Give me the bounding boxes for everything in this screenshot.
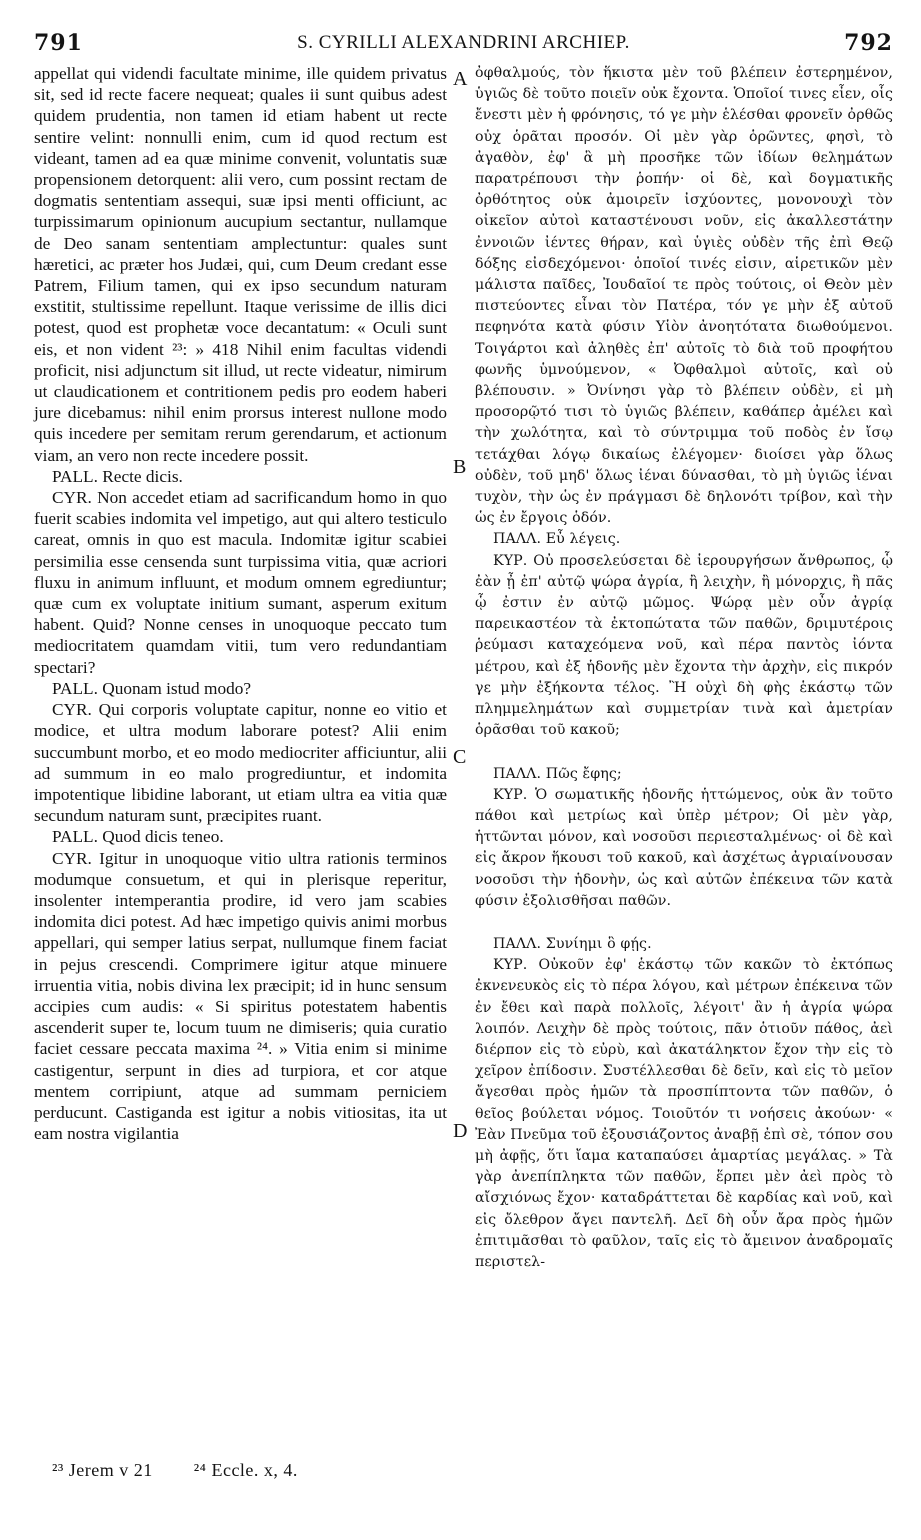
margin-letter-c: C [453, 746, 467, 768]
latin-paragraph: PALL. Recte dicis. [52, 466, 183, 486]
running-title: S. CYRILLI ALEXANDRINI ARCHIEP. [297, 32, 630, 53]
page-number-left: 791 [34, 30, 83, 56]
greek-paragraph: ΠΑΛΛ. Εὖ λέγεις. [493, 531, 621, 548]
margin-letter-b: B [453, 456, 467, 478]
greek-paragraph: ΚΥΡ. Οὐ προσελεύσεται δὲ ἱερουργήσων ἄνθρωπος, ᾧ ἐὰν ᾖ ἐπ' αὐτῷ ψώρα ἀγρία, ἢ λειχὴν, ἢ μόνορχις, ἢ πᾶς ᾧ ἐστιν ἐν αὐτῷ μῶμος. Ψώρᾳ μὲν οὖν ἀγρίᾳ παρεικαστέον τὰ ἐκτοπώτατα τῶν παθῶν, δριμυτέροις ῥεύμασι καταχεόμενα νοῦ, καὶ πέρα παντὸς ἰόντα μέτρου, καὶ ἐξ ἡδονῆς μὲν ἔχοντα τὴν ἀρχὴν, εἰς πικρόν γε μὴν ἐξήκοντα τέλος. Ἢ οὐχὶ δὴ φὴς ἑκάστῳ τῶν πλημμελημάτων καὶ συμμετρίαν τινὰ καὶ ἀμετρίαν ὁρᾶσθαι τοῦ κακοῦ; [475, 552, 893, 739]
latin-paragraph: CYR. Non accedet etiam ad sacrificandum homo in quo fuerit scabies indomita vel impetigo, aut qui altero testiculo careat, omnis in quo est macula. Indomitæ igitur scabiei persimilia esse censenda sunt turpissima vitia, quæ acriori fluxu in animum influunt, et modum omnem egrediuntur; quæ cum ex voluptate initium sumant, asperum exitum habent. Quid? Nonne censes in unoquoque peccato tum mediocritatem quamdam vitii, tum vero redundantiam spectari? [34, 488, 447, 677]
footnotes [52, 1460, 334, 1481]
running-header [34, 30, 893, 62]
margin-letter-d: D [453, 1120, 468, 1142]
greek-paragraph: ΚΥΡ. Οὐκοῦν ἐφ' ἑκάστῳ τῶν κακῶν τὸ ἐκτόπως ἐκνενευκὸς εἰς τὸ πέρα λόγου, καὶ μέτρων ἐπέκεινα τῶν ἐν ἔθει καὶ παρὰ πολλοῖς, λέγοιτ' ἂν ἡ ἀγρία ψώρα λοιπόν. Λειχὴν δὲ πρὸς τούτοις, πᾶν ὁτιοῦν πάθος, ἀεὶ διέρπον εἰς τὸ εὐρὺ, καὶ ἀκατάληκτον ἔχον τὴν εἰς τὸ χεῖρον ἐπίδοσιν. Συστέλλεσθαι δὲ δεῖν, καὶ εἰς τὸ μεῖον ἄγεσθαι πρὸς ἡμῶν τὰ προσπίπτοντα τῶν παθῶν, ὁ θεῖος βούλεται νόμος. Τοιοῦτόν τι νοήσεις ἀκούων· « Ἐὰν Πνεῦμα τοῦ ἐξουσιάζοντος ἀναβῇ ἐπὶ σὲ, τόπον σου μὴ ἀφῇς, ὅτι ἴαμα καταπαύσει ἁμαρτίας μεγάλας. » Τὰ γὰρ ἀνεπίπληκτα τῶν παθῶν, ἕρπει μὲν ἀεὶ πρὸς τὸ αἴσχιόνως ἔχον· καταδράττεται δὲ καρδίας καὶ νοῦ, καὶ εἰς ὄλεθρον ἄγει παντελῆ. Δεῖ δὴ οὖν ἄρα πρὸς ἡμῶν ἐπιτιμᾶσθαι τὸ φαῦλον, ταῖς εἰς τὸ ἄμεινον ἀναδρομαῖς περιστελ- [475, 957, 893, 1270]
latin-paragraph: appellat qui videndi facultate minime, ille quidem privatus sit, sed id recte facere nequeat; quales ii sunt quibus adest quidem prudentia, non tamen id etiam habent ut recte sentire velint: nonnulli enim, cum id quod rectum est videant, tamen ad ea quæ minime convenit, voluntatis suæ propensionem detorquent: alii vero, cum possint rectam de dogmatis sententiam assequi, suæ ipsi menti officiunt, ac turpissimarum opinionum aucupium sectantur, nullamque de Deo sanam sententiam amplectuntur: quales sunt hæretici, ac præter hos Judæi, qui, cum Deum credant esse Patrem, Filium tamen, qui ex ipso secundum naturam exstitit, stultissime repellunt. Itaque verissime de illis dici potest, quod est prophetæ voce decantatum: « Oculi sunt eis, et non vident ²³: » 418 Nihil enim facultas videndi proficit, nisi adjunctum sit illud, ut recte videatur, nimirum ut claudicationem et contritionem pedis pro eodem haberi jure dicebamus: nihil enim prorsus interest nullone modo quis incedere per semitam rerum gerendarum, et actionum viam, an vero non recte incedere possit. [34, 64, 447, 465]
footnote-24: ²⁴ Eccle. x, 4. [193, 1460, 298, 1480]
footnote-23: ²³ Jerem v 21 [52, 1460, 153, 1480]
page-number-right: 792 [844, 30, 893, 56]
latin-paragraph: PALL. Quonam istud modo? [52, 678, 252, 698]
latin-paragraph: CYR. Igitur in unoquoque vitio ultra rationis terminos modumque consuetum, et qui in plerisque reperitur, insolenter intemperantia prodire, id vero jam scabies indomita dici potest. Ad hæc impetigo quivis animi morbus appellari, qui semper latius serpat, nullumque finem faciat in pejus crescendi. Comprimere igitur atque minuere irruentia vitia, nobis divina lex præcipit; id in hunc sensum accipies cum audis: « Si spiritus potestatem habentis ascenderit super te, locum tuum ne dimiseris; quia curatio faciet cessare peccata maxima ²⁴. » Vitia enim si minime castigentur, serpunt in dies ad turpiora, et cor atque mentem corripiunt, atque ad summam perniciem perducunt. Castiganda est igitur a nobis vitiositas, ita ut eam nostra vigilantia [34, 848, 447, 1144]
latin-paragraph: CYR. Qui corporis voluptate capitur, nonne eo vitio et modice, et ultra modum laborare potest? Alii enim succumbunt morbo, et eo modo mediocriter afficiuntur, alii ad summum in eo malo progrediuntur, et indomita impotentique libidine laborant, ut etiam ultra ea vitia quæ secundum naturam sunt, præcipites ruant. [34, 700, 447, 826]
greek-paragraph: ΚΥΡ. Ὁ σωματικῆς ἡδονῆς ἡττώμενος, οὐκ ἂν τοῦτο πάθοι καὶ μετρίως καὶ ὑπὲρ μέτρον; Οἱ μὲν γὰρ, ἡττῶνται μόνον, καὶ νοσοῦσι περιεσταλμένως· οἱ δὲ καὶ εἰς ἄκρον ἥκουσι τοῦ κακοῦ, καὶ ἀσχέτως ἀγριαίνουσαν νοσοῦσι τὴν ἡδονὴν, ὡς καὶ αὐτῶν ἐπέκεινα τῶν κατὰ φύσιν ἐξολισθῆσαι παθῶν. [475, 786, 893, 909]
latin-column [34, 63, 447, 1144]
greek-paragraph: ΠΑΛΛ. Συνίημι ὃ φῄς. [493, 935, 652, 952]
greek-paragraph: ΠΑΛΛ. Πῶς ἔφης; [493, 765, 622, 782]
latin-paragraph: PALL. Quod dicis teneo. [52, 827, 224, 847]
margin-letter-a: A [453, 68, 468, 90]
greek-paragraph: ὀφθαλμούς, τὸν ἥκιστα μὲν τοῦ βλέπειν ἐστερημένον, ὑγιῶς δὲ τοῦτο ποιεῖν οὐκ ἔχοντα. Ὁποῖοί τινες εἶεν, οἷς ἔνεστι μὲν ἡ φρόνησις, τό γε μὴν ἑλέσθαι φρονεῖν ὀρθῶς οὐχ ὁρᾶται προσόν. Οἱ μὲν γὰρ ὁρῶντες, φησὶ, τὸ ἀγαθὸν, ἐφ' ἃ μὴ προσῆκε τῶν ἰδίων θελημάτων παρατρέπουσι τὴν ῥοπήν· οἱ δὲ, καὶ δογματικῆς ὀρθότητος οὐκ ἀμοιρεῖν ἰσχύοντες, μονονουχὶ τὸν οἰκεῖον αὐτοὶ καταστένουσι νοῦν, εἰς ἀκαλλεστάτην ἐννοιῶν ἰέντες θήραν, καὶ ὑγιὲς οὐδὲν τῆς ἐπὶ Θεῷ δόξης εἰσδεχόμενοι· ὁποῖοί τινές εἰσιν, αἱρετικῶν μὲν μάλιστα παῖδες, Ἰουδαῖοί τε πρὸς τούτοις, οἱ Θεὸν μὲν πιστεύοντες εἶναι τὸν Πατέρα, τόν γε μὴν ἐξ αὐτοῦ πεφηνότα κατὰ φύσιν Υἱὸν ἀνοητότατα διωθούμενοι. Τοιγάρτοι καὶ ἀληθὲς ἐπ' αὐτοῖς τὸ διὰ τοῦ προφήτου φωνῆς ὑμνούμενον, « Ὀφθαλμοὶ αὐτοῖς, καὶ οὐ βλέπουσιν. » Ὀνίνησι γὰρ τὸ βλέπειν οὐδὲν, εἰ μὴ προσορῷτό τισι τὸ ὑγιῶς βλέπειν, καθάπερ ἀμέλει καὶ τὴν χωλότητα, καὶ τὸ σύντριμμα τοῦ ποδὸς ἐν ἴσῳ τετάχθαι λόγῳ δικαίως ἐλέγομεν· διοίσει γὰρ ὅλως οὐδὲν, τοῦ μηδ' ὅλως ἰέναι δύνασθαι, τὸ μὴ ὑγιῶς ἰέναι τυχὸν, τὴν ὡς ἐν πράγμασι δὲ δηλονότι τρίβον, καὶ τὴν ὡς ἐν ἔργοις ὁδόν. [475, 65, 893, 527]
greek-column [475, 63, 893, 1273]
